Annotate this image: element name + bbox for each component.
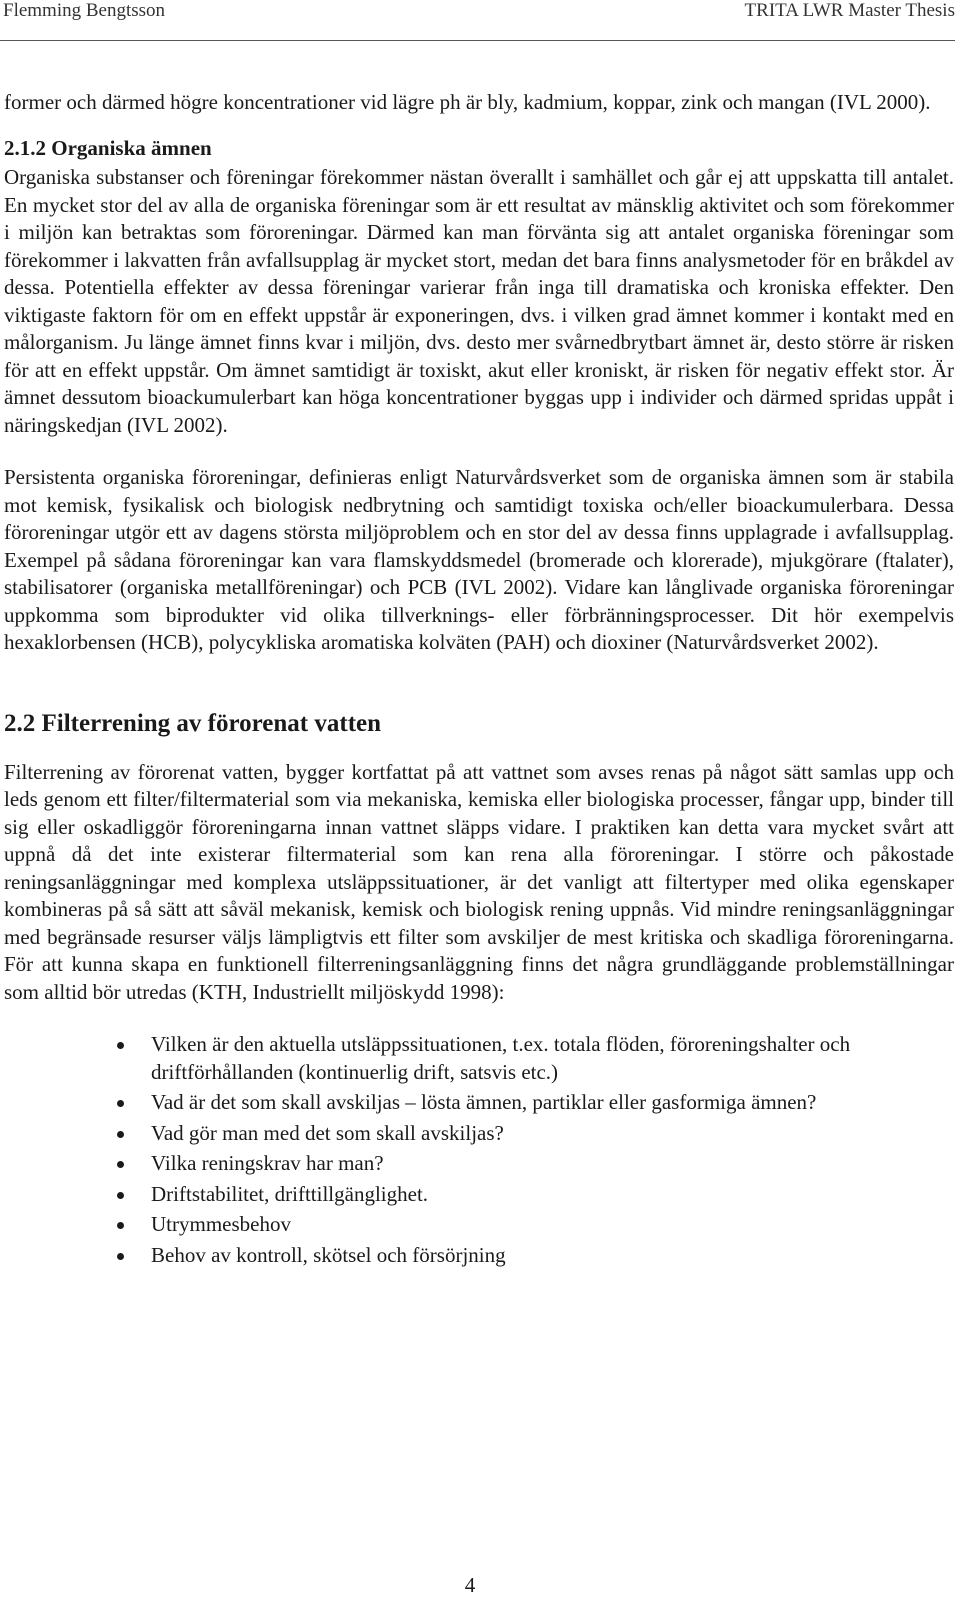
bullet-icon xyxy=(117,1131,124,1138)
paragraph-filter: Filterrening av förorenat vatten, bygger kortfattat på att vattnet som avses renas på något sätt samlas upp och leds genom ett filter/filtermaterial som via mekaniska, kemiska eller biologiska processer, fångar upp, binder till sig eller oskadliggör föroreningarna innan vattnet släpps vidare. I praktiken kan detta vara mycket svårt att uppnå då det inte existerar filtermaterial som kan rena alla föroreningar. I större och påkostade reningsanläggningar med komplexa utsläppssituationer, är det vanligt att filtertyper med olika egenskaper kombineras på så sätt att såväl mekanisk, kemisk och biologisk rening uppnås. Vid mindre reningsanläggningar med begränsade resurser väljs lämpligtvis ett filter som avskiljer de mest kritiska och skadliga föroreningarna. För att kunna skapa en funktionell filterreningsanläggning finns det några grundläggande problemställningar som alltid bör utredas (KTH, Industriellt miljöskydd 1998): xyxy=(4,759,954,1004)
list-item-text: Vilka reningskrav har man? xyxy=(151,1151,384,1175)
paragraph-intro: former och därmed högre koncentrationer vid lägre ph är bly, kadmium, koppar, zink och mangan (IVL 2000). xyxy=(4,90,931,114)
list-item-text: Vad är det som skall avskiljas – lösta ämnen, partiklar eller gasformiga ämnen? xyxy=(151,1090,817,1114)
section-heading-2-2: 2.2 Filterrening av förorenat vatten xyxy=(4,709,382,737)
page-content xyxy=(4,89,954,1272)
paragraph-persistent: Persistenta organiska föroreningar, definieras enligt Naturvårdsverket som de organiska ämnen som är stabila mot kemisk, fysikalisk och biologisk nedbrytning och samtidigt toxiska och/eller bioackumulerbara. Dessa föroreningar utgör ett av dagens största miljöproblem och en stor del av dessa finns upplagrade i avfallsupplag. Exempel på sådana föroreningar kan vara flamskyddsmedel (bromerade och klorerade), mjukgörare (ftalater), stabilisatorer (organiska metallföreningar) och PCB (IVL 2002). Vidare kan långlivade organiska föroreningar uppkomma som biprodukter vid olika tillverknings- eller förbränningsprocesser. Dit hör exempelvis hexaklorbensen (HCB), polycykliska aromatiska kolväten (PAH) och dioxiner (Naturvårdsverket 2002). xyxy=(4,465,954,654)
bullet-icon xyxy=(117,1161,124,1168)
list-item-text: Utrymmesbehov xyxy=(151,1212,291,1236)
paragraph-organic: Organiska substanser och föreningar förekommer nästan överallt i samhället och går ej att uppskatta till antalet. En mycket stor del av alla de organiska föreningar som är ett resultat av mänsklig aktivitet och som förekommer i miljön kan betraktas som föroreningar. Därmed kan man förvänta sig att antalet organiska föreningar som förekommer i lakvatten från avfallsupplag är mycket stort, medan det bara finns analysmetoder för en bråkdel av dessa. Potentiella effekter av dessa föreningar varierar från inga till dramatiska och kroniska effekter. Den viktigaste faktorn för om en effekt uppstår är exponeringen, dvs. i vilken grad ämnet kommer i kontakt med en målorganism. Ju länge ämnet finns kvar i miljön, dvs. desto mer svårnedbrytbart ämnet är, desto större är risken för att en effekt uppstår. Om ämnet samtidigt är toxiskt, akut eller kroniskt, är risken för negativ effekt stor. Är ämnet dessutom bioackumulerbart kan höga koncentrationer byggas upp i individer och därmed spridas uppåt i näringskedjan (IVL 2002). xyxy=(4,165,954,437)
list-item xyxy=(4,1242,954,1270)
list-item xyxy=(4,1120,954,1148)
list-item-text: Vilken är den aktuella utsläppssituationen, t.ex. totala flöden, föroreningshalter och driftförhållanden (kontinuerlig drift, satsvis etc.) xyxy=(151,1032,851,1084)
list-item xyxy=(4,1031,954,1086)
list-item-text: Behov av kontroll, skötsel och försörjning xyxy=(151,1242,506,1267)
bullet-icon xyxy=(117,1042,124,1049)
section-heading-2-1-2: 2.1.2 Organiska ämnen xyxy=(4,135,212,160)
bullet-icon xyxy=(117,1100,124,1107)
list-item-text: Driftstabilitet, drifttillgänglighet. xyxy=(151,1181,429,1206)
page-number: 4 xyxy=(464,1573,476,1597)
page-header xyxy=(0,0,955,41)
bullet-icon xyxy=(117,1253,124,1260)
list-item xyxy=(4,1211,954,1239)
header-author: Flemming Bengtsson xyxy=(3,0,166,21)
bullet-icon xyxy=(117,1192,124,1199)
list-item xyxy=(4,1089,954,1117)
bullet-list xyxy=(4,1031,954,1269)
header-series: TRITA LWR Master Thesis xyxy=(744,0,955,21)
list-item-text: Vad gör man med det som skall avskiljas? xyxy=(151,1120,504,1145)
list-item xyxy=(4,1150,954,1178)
bullet-icon xyxy=(117,1222,124,1229)
list-item xyxy=(4,1181,954,1209)
